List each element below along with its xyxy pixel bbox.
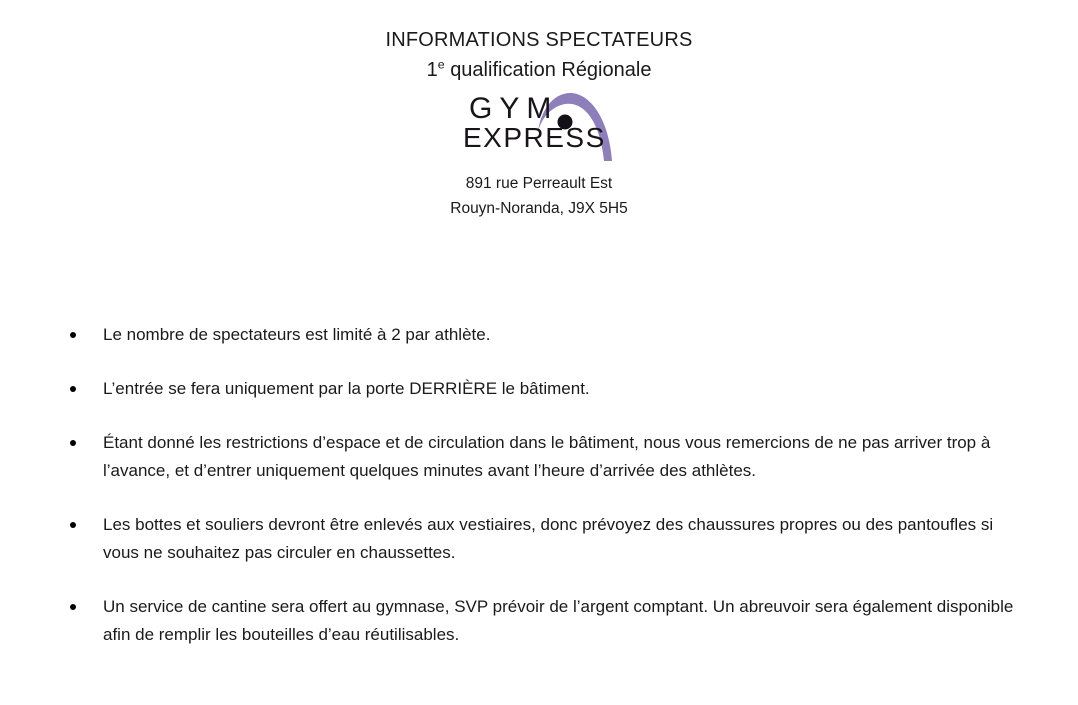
subtitle-text: qualification Régionale bbox=[450, 59, 652, 81]
subtitle-ordinal-suffix: e bbox=[437, 57, 445, 72]
bullet-icon bbox=[70, 522, 76, 528]
logo-text-gym: GYM bbox=[469, 92, 559, 125]
list-item-text: Le nombre de spectateurs est limité à 2 par athlète. bbox=[103, 325, 491, 344]
list-item bbox=[70, 321, 1021, 349]
list-item-text: Les bottes et souliers devront être enlevés aux vestiaires, donc prévoyez des chaussures propres ou des pantoufles si vous ne souhaitez pas circuler en chaussettes. bbox=[103, 515, 994, 562]
list-item-text: L’entrée se fera uniquement par la porte DERRIÈRE le bâtiment. bbox=[103, 379, 590, 398]
list-item bbox=[70, 375, 1021, 403]
logo-text bbox=[463, 93, 615, 154]
spectator-info-list bbox=[70, 321, 1022, 649]
bullet-icon bbox=[70, 332, 76, 338]
bullet-icon bbox=[70, 604, 76, 610]
page-subtitle bbox=[0, 55, 1078, 85]
list-item bbox=[70, 511, 1021, 567]
list-item-text: Un service de cantine sera offert au gymnase, SVP prévoir de l’argent comptant. Un abreuvoir sera également disponible afin de remplir les bouteilles d’eau réutilisables. bbox=[103, 597, 1014, 644]
subtitle-number: 1 bbox=[426, 59, 438, 81]
address-line-1: 891 rue Perreault Est bbox=[465, 175, 613, 192]
address-line-2: Rouyn-Noranda, J9X 5H5 bbox=[450, 200, 628, 217]
address-block bbox=[0, 171, 1078, 221]
gym-express-logo bbox=[463, 93, 615, 161]
bullet-icon bbox=[70, 440, 76, 446]
document-header bbox=[0, 0, 1078, 85]
list-item bbox=[70, 429, 1021, 485]
list-item-text: Étant donné les restrictions d’espace et de circulation dans le bâtiment, nous vous remercions de ne pas arriver trop à l’avance, et d’entrer uniquement quelques minutes avant l’heure d’arrivée des athlètes. bbox=[103, 433, 991, 480]
logo-text-express: EXPRESS bbox=[463, 122, 606, 153]
list-item bbox=[70, 593, 1021, 649]
bullet-icon bbox=[70, 386, 76, 392]
page-title: INFORMATIONS SPECTATEURS bbox=[385, 29, 693, 51]
